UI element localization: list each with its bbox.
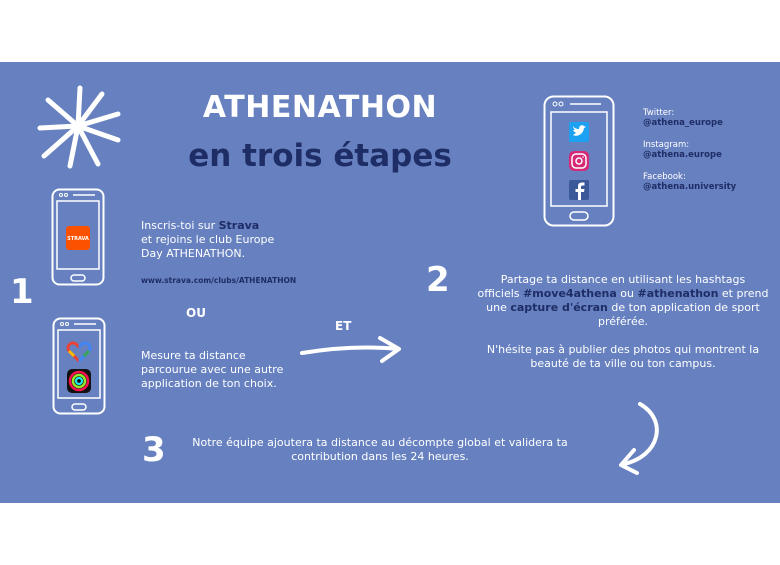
share-line1: Partage ta distance en utilisant les hashtags bbox=[500, 273, 746, 286]
step-number-2: 2 bbox=[426, 260, 450, 300]
phone-strava-icon bbox=[51, 188, 105, 286]
and-label: ET bbox=[335, 319, 352, 333]
strava-line1-text: Inscris-toi sur bbox=[141, 219, 219, 232]
strava-app-icon-label: STRAVA bbox=[67, 236, 89, 242]
twitter-label: Twitter: bbox=[643, 108, 675, 118]
phone-fitness-apps-icon bbox=[52, 317, 106, 415]
step-number-1: 1 bbox=[10, 272, 34, 312]
screenshot-term: capture d'écran bbox=[510, 301, 608, 314]
validation-line1: Notre équipe ajoutera ta distance au décompte global et validera ta bbox=[192, 436, 568, 449]
slide bbox=[0, 62, 780, 503]
share-line2-post: et prend bbox=[718, 287, 769, 300]
instagram-handle[interactable]: @athena.europe bbox=[643, 150, 722, 160]
curved-down-arrow-icon bbox=[610, 398, 670, 476]
measure-line2: parcourue avec une autre bbox=[141, 363, 284, 376]
photos-line1: N'hésite pas à publier des photos qui montrent la bbox=[486, 343, 760, 356]
strava-line2: et rejoins le club Europe bbox=[141, 233, 275, 246]
page-subtitle: en trois étapes bbox=[188, 138, 452, 174]
instagram-label: Instagram: bbox=[643, 140, 690, 150]
hashtag-athenathon: #athenathon bbox=[637, 287, 719, 300]
share-line2-mid: ou bbox=[616, 287, 638, 300]
photos-line2: beauté de ta ville ou ton campus. bbox=[530, 357, 716, 370]
step-number-3: 3 bbox=[142, 430, 166, 470]
page-title: ATHENATHON bbox=[202, 90, 438, 125]
validation-line2: contribution dans les 24 heures. bbox=[291, 450, 469, 463]
or-label: OU bbox=[186, 306, 206, 320]
right-arrow-icon bbox=[298, 334, 406, 364]
twitter-handle[interactable]: @athena_europe bbox=[643, 118, 723, 128]
strava-brand: Strava bbox=[218, 219, 260, 232]
hashtag-move4athena: #move4athena bbox=[523, 287, 617, 300]
share-instructions bbox=[463, 273, 780, 371]
strava-instructions bbox=[141, 219, 341, 261]
strava-line3: Day ATHENATHON. bbox=[141, 247, 246, 260]
facebook-handle[interactable]: @athena.university bbox=[643, 182, 737, 192]
share-line3-pre: une bbox=[486, 301, 511, 314]
phone-social-icon bbox=[543, 95, 615, 227]
athena-sunburst-logo bbox=[34, 84, 126, 170]
measure-line3: application de ton choix. bbox=[141, 377, 277, 390]
measure-line1: Mesure ta distance bbox=[141, 349, 246, 362]
share-line4: préférée. bbox=[598, 315, 648, 328]
validation-notice bbox=[190, 436, 570, 464]
share-line2-pre: officiels bbox=[477, 287, 524, 300]
social-links bbox=[643, 108, 773, 192]
share-line3-post: de ton application de sport bbox=[607, 301, 760, 314]
facebook-label: Facebook: bbox=[643, 172, 686, 182]
strava-club-url[interactable]: www.strava.com/clubs/ATHENATHON bbox=[141, 276, 297, 285]
